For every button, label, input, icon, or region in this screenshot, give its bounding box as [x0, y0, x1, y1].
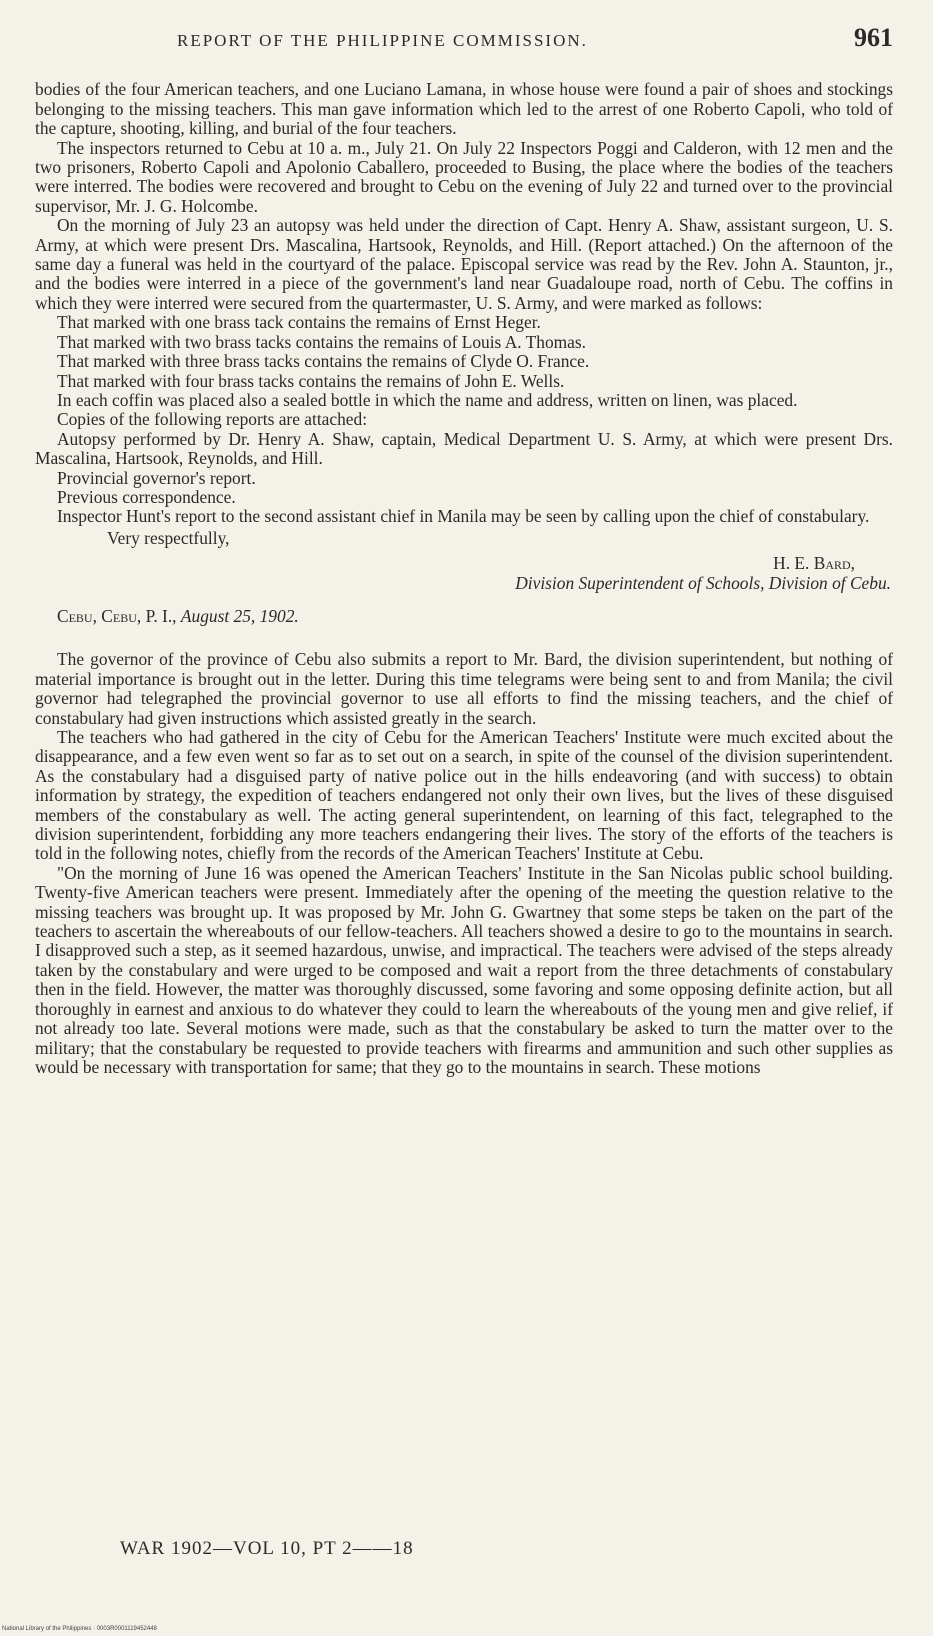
- scan-imprint: National Library of the Philippines · 0003R0001119452448: [2, 1626, 157, 1632]
- paragraph: The teachers who had gathered in the city of Cebu for the American Teachers' Institute were much excited about the disappearance, and a few even went so far as to set out on a search, in spite of the counsel of the division superintendent. As the constabulary had a disguised party of native police out in the hills endeavoring (and with success) to obtain information by strategy, the expedition of teachers endangered not only their own lives, but the lives of these disguised members of the constabulary as well. The acting general superintendent, on learning of this fact, telegraphed to the division superintendent, forbidding any more teachers endangering their lives. The story of the efforts of the teachers is told in the following notes, chiefly from the records of the American Teachers' Institute at Cebu.: [35, 727, 893, 864]
- paragraph: In each coffin was placed also a sealed bottle in which the name and address, written on linen, was placed.: [57, 389, 798, 410]
- signature-name: H. E. Bard,: [773, 553, 855, 574]
- page-footer: WAR 1902—VOL 10, PT 2——18: [120, 1538, 414, 1559]
- paragraph: The governor of the province of Cebu also submits a report to Mr. Bard, the division superintendent, but nothing of material importance is brought out in the letter. During this time telegrams were being sent to and from Manila; the civil governor had telegraphed the provincial governor to use all efforts to find the missing teachers, and the chief of constabulary had given instructions which assisted greatly in the search.: [35, 649, 893, 728]
- coffin-entry: That marked with three brass tacks contains the remains of Clyde O. France.: [57, 351, 590, 372]
- header-title: REPORT OF THE PHILIPPINE COMMISSION.: [177, 31, 588, 50]
- dateline-place: Cebu, Cebu, P. I.,: [57, 605, 177, 626]
- paragraph: Provincial governor's report.: [57, 467, 256, 488]
- signature-closing: Very respectfully,: [107, 527, 230, 548]
- page-number: 961: [854, 23, 893, 52]
- paragraph: "On the morning of June 16 was opened the American Teachers' Institute in the San Nicolas public school building. Twenty-five American teachers were present. Immediately after the opening of the meeting the question relative to the missing teachers was brought up. It was proposed by Mr. John G. Gwartney that some steps be taken on the part of the teachers to ascertain the whereabouts of our fellow-teachers. All teachers showed a desire to go to the mountains in search. I disapproved such a step, as it seemed hazardous, unwise, and impractical. The teachers were advised of the steps already taken by the constabulary and were urged to be composed and wait a report from the three detachments of constabulary then in the field. However, the matter was thoroughly discussed, some favoring and some opposing definite action, but all thoroughly in earnest and anxious to do whatever they could to learn the whereabouts of the young men and give relief, if not already too late. Several motions were made, such as that the constabulary be asked to turn the matter over to the military; that the constabulary be requested to provide teachers with firearms and ammunition and such other supplies as would be necessary with transportation for same; that they go to the mountains in search. These motions: [35, 862, 893, 1077]
- running-header: [35, 23, 893, 52]
- coffin-entry: That marked with one brass tack contains the remains of Ernst Heger.: [57, 312, 541, 333]
- document-page: [35, 23, 893, 1077]
- signature-title: Division Superintendent of Schools, Division of Cebu.: [515, 572, 891, 593]
- paragraph: Previous correspondence.: [57, 486, 236, 507]
- coffin-entry: That marked with four brass tacks contains the remains of John E. Wells.: [57, 370, 565, 391]
- dateline-date: August 25, 1902.: [180, 605, 299, 626]
- paragraph: The inspectors returned to Cebu at 10 a. m., July 21. On July 22 Inspectors Poggi and Calderon, with 12 men and the two prisoners, Roberto Capoli and Apolonio Caballero, proceeded to Busing, the place where the bodies of the teachers were interred. The bodies were recovered and brought to Cebu on the evening of July 22 and turned over to the provincial supervisor, Mr. J. G. Holcombe.: [35, 137, 893, 216]
- paragraph: bodies of the four American teachers, and one Luciano Lamana, in whose house were found a pair of shoes and stockings belonging to the missing teachers. This man gave information which led to the arrest of one Roberto Capoli, who told of the capture, shooting, killing, and burial of the four teachers.: [35, 79, 893, 139]
- paragraph: On the morning of July 23 an autopsy was held under the direction of Capt. Henry A. Shaw, assistant surgeon, U. S. Army, at which were present Drs. Mascalina, Hartsook, Reynolds, and Hill. (Report attached.) On the afternoon of the same day a funeral was held in the courtyard of the palace. Episcopal service was read by the Rev. John A. Staunton, jr., and the bodies were interred in a piece of the government's land near Guadaloupe road, north of Cebu. The coffins in which they were interred were secured from the quartermaster, U. S. Army, and were marked as follows:: [35, 215, 893, 313]
- coffin-entry: That marked with two brass tacks contains the remains of Louis A. Thomas.: [57, 331, 587, 352]
- dateline: [35, 607, 893, 626]
- paragraph: Copies of the following reports are attached:: [57, 409, 368, 430]
- paragraph: Inspector Hunt's report to the second assistant chief in Manila may be seen by calling upon the chief of constabulary.: [57, 506, 870, 527]
- paragraph: Autopsy performed by Dr. Henry A. Shaw, captain, Medical Department U. S. Army, at which were present Drs. Mascalina, Hartsook, Reynolds, and Hill.: [35, 428, 893, 469]
